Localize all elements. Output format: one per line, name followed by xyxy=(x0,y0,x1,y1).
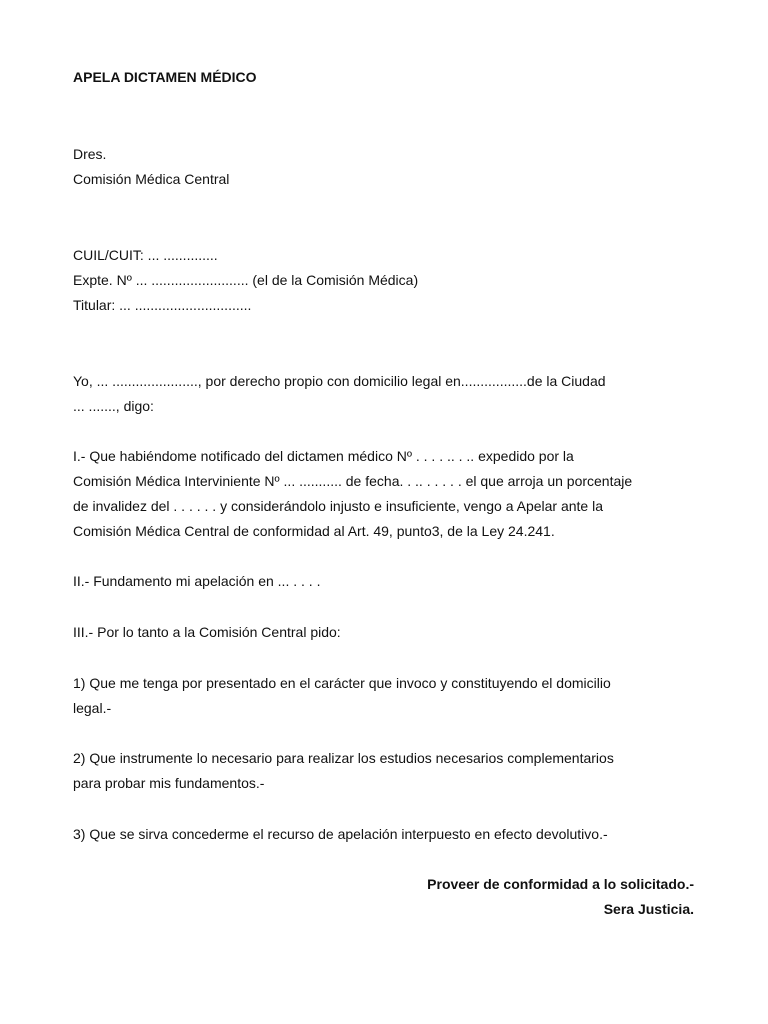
intro-line-2: ... ......., digo: xyxy=(73,398,154,414)
item-2-line-1: 2) Que instrumente lo necesario para realizar los estudios necesarios complementarios xyxy=(73,750,614,766)
reference-cuil: CUIL/CUIT: ... .............. xyxy=(73,247,218,263)
section-3-line-1: III.- Por lo tanto a la Comisión Central pido: xyxy=(73,624,341,640)
section-1-line-3: de invalidez del . . . . . . y considerándolo injusto e insuficiente, vengo a Apelar ante la xyxy=(73,498,603,514)
section-1-line-1: I.- Que habiéndome notificado del dictamen médico Nº . . . . .. . .. expedido por la xyxy=(73,448,574,464)
item-2-line-2: para probar mis fundamentos.- xyxy=(73,775,265,791)
section-2-line-1: II.- Fundamento mi apelación en ... . . . . xyxy=(73,573,321,589)
addressee-line-1: Dres. xyxy=(73,146,107,162)
document-title: APELA DICTAMEN MÉDICO xyxy=(73,69,257,85)
reference-expte: Expte. Nº ... ......................... (el de la Comisión Médica) xyxy=(73,272,419,288)
reference-titular: Titular: ... .............................. xyxy=(73,297,252,313)
closing-line-1: Proveer de conformidad a lo solicitado.- xyxy=(427,876,694,892)
item-3-line-1: 3) Que se sirva concederme el recurso de apelación interpuesto en efecto devolutivo.- xyxy=(73,826,608,842)
addressee-line-2: Comisión Médica Central xyxy=(73,171,230,187)
section-1-line-2: Comisión Médica Interviniente Nº ... ........... de fecha. . .. . . . . . el que arroja un porcentaje xyxy=(73,473,633,489)
intro-line-1: Yo, ... ......................, por derecho propio con domicilio legal en.................de la Ciudad xyxy=(73,373,606,389)
section-1-line-4: Comisión Médica Central de conformidad al Art. 49, punto3, de la Ley 24.241. xyxy=(73,523,555,539)
item-1-line-1: 1) Que me tenga por presentado en el carácter que invoco y constituyendo el domicilio xyxy=(73,675,611,691)
closing-line-2: Sera Justicia. xyxy=(603,901,694,917)
item-1-line-2: legal.- xyxy=(73,700,112,716)
